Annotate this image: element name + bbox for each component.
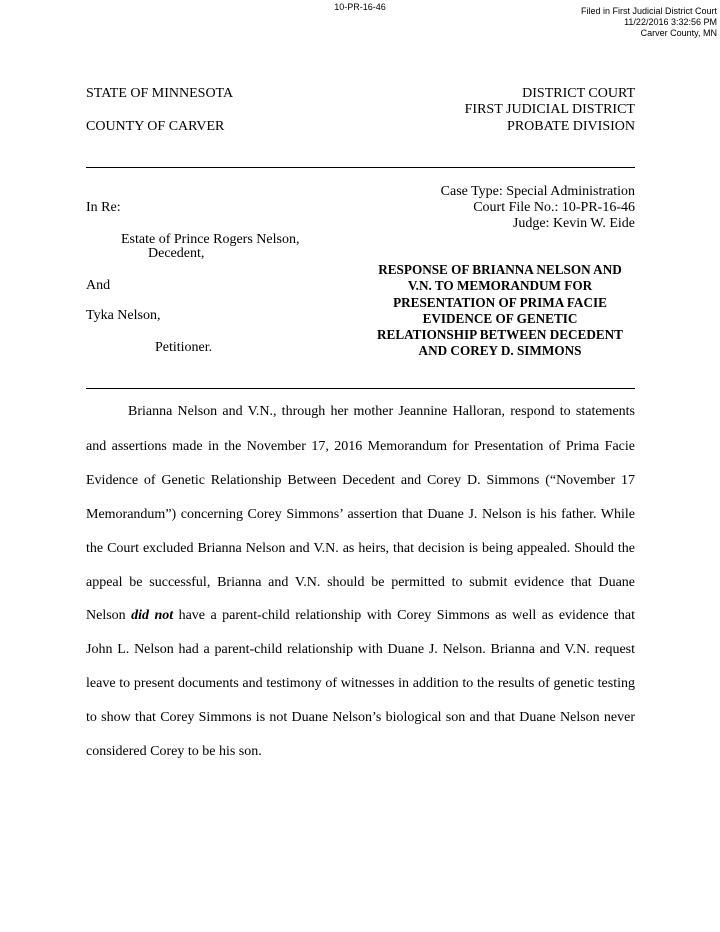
estate-name: Estate of Prince Rogers Nelson, — [121, 232, 300, 247]
body-line — [86, 608, 635, 624]
title-line: RESPONSE OF BRIANNA NELSON AND — [378, 262, 622, 277]
county-heading: COUNTY OF CARVER — [86, 119, 225, 134]
decedent-label: Decedent, — [148, 246, 205, 261]
title-line: AND COREY D. SIMMONS — [418, 343, 582, 359]
title-line: V.N. TO MEMORANDUM FOR — [407, 278, 593, 294]
body-line: leave to present documents and testimony of witnesses in addition to the results of genetic testing — [86, 676, 635, 691]
filing-stamp-court: Filed in First Judicial District Court — [580, 6, 717, 16]
petitioner-label: Petitioner. — [155, 340, 213, 355]
district-heading: FIRST JUDICIAL DISTRICT — [464, 102, 635, 117]
title-line: PRESENTATION OF PRIMA FACIE — [393, 294, 607, 310]
court-heading: DISTRICT COURT — [522, 86, 635, 101]
petitioner-name: Tyka Nelson, — [86, 308, 161, 323]
caption-divider-top — [86, 167, 635, 168]
emphasis-did-not: did not — [131, 608, 174, 623]
caption-divider-bottom — [86, 388, 635, 389]
filing-stamp — [581, 6, 717, 39]
body-line: John L. Nelson had a parent-child relationship with Duane J. Nelson. Brianna and V.N. request — [86, 642, 635, 657]
body-line: the Court excluded Brianna Nelson and V.N. as heirs, that decision is being appealed. Should the — [86, 541, 635, 556]
body-line: and assertions made in the November 17, 2016 Memorandum for Presentation of Prima Facie — [86, 439, 635, 454]
body-text: have a parent-child relationship with Corey Simmons as well as evidence that — [178, 608, 636, 623]
body-line: appeal be successful, Brianna and V.N. should be permitted to submit evidence that Duane — [86, 575, 635, 590]
body-line: Brianna Nelson and V.N., through her mother Jeannine Halloran, respond to statements — [128, 404, 635, 419]
case-number-stamp: 10-PR-16-46 — [334, 2, 386, 12]
body-line: Evidence of Genetic Relationship Between Decedent and Corey D. Simmons (“November 17 — [86, 473, 635, 488]
body-line: to show that Corey Simmons is not Duane Nelson’s biological son and that Duane Nelson never — [86, 710, 635, 725]
division-heading: PROBATE DIVISION — [507, 119, 635, 134]
body-line: Memorandum”) concerning Corey Simmons’ assertion that Duane J. Nelson is his father. While — [86, 507, 635, 522]
state-heading: STATE OF MINNESOTA — [86, 86, 234, 101]
case-type: Case Type: Special Administration — [440, 184, 635, 199]
title-line: RELATIONSHIP BETWEEN DECEDENT — [377, 327, 623, 343]
filing-stamp-county: Carver County, MN — [640, 28, 717, 38]
document-title — [358, 262, 642, 360]
title-line: EVIDENCE OF GENETIC — [422, 310, 578, 326]
judge-name: Judge: Kevin W. Eide — [512, 216, 635, 231]
body-text: Nelson — [86, 608, 126, 623]
and-label: And — [86, 278, 111, 293]
filing-stamp-datetime: 11/22/2016 3:32:56 PM — [624, 17, 717, 27]
body-line: considered Corey to be his son. — [86, 744, 262, 759]
in-re-label: In Re: — [86, 200, 121, 215]
court-file-number: Court File No.: 10-PR-16-46 — [473, 200, 635, 215]
